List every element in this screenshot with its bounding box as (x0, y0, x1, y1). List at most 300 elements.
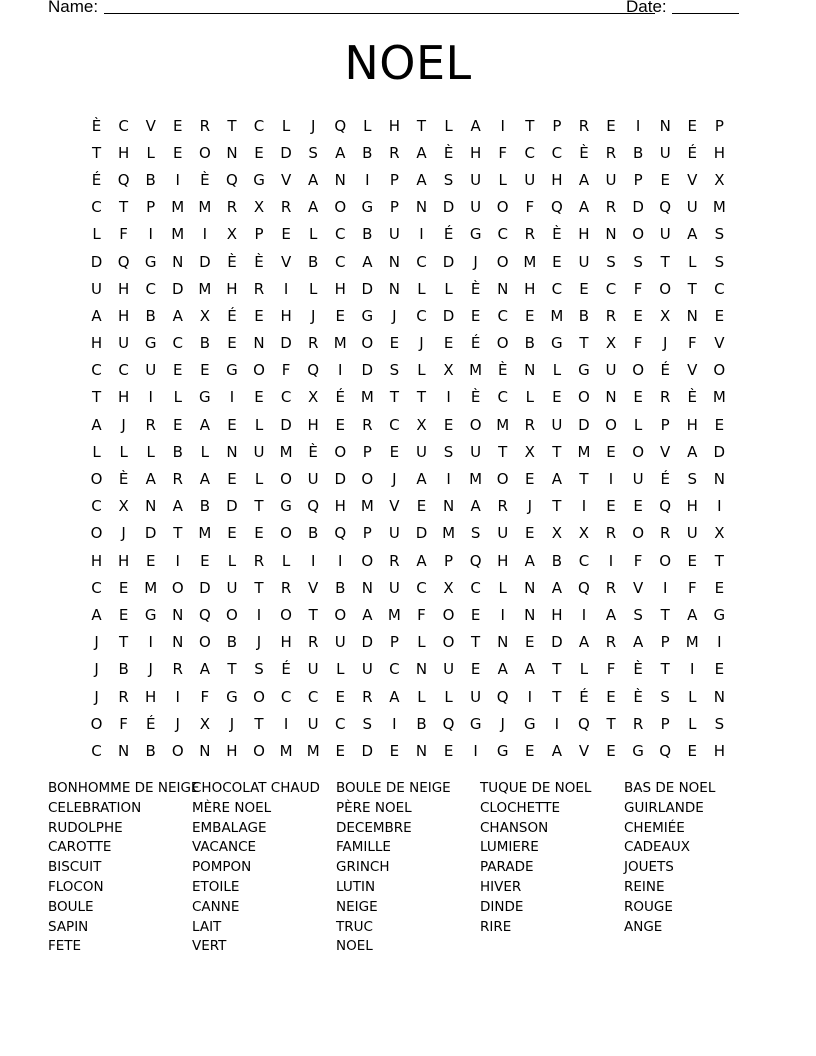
grid-letter[interactable]: L (173, 388, 182, 407)
grid-letter[interactable]: L (92, 442, 101, 461)
grid-letter[interactable]: U (605, 170, 617, 189)
grid-letter[interactable]: R (280, 578, 292, 597)
grid-letter[interactable]: H (334, 279, 346, 298)
grid-letter[interactable]: E (389, 334, 400, 353)
grid-letter[interactable]: T (173, 524, 183, 543)
grid-letter[interactable]: Q (659, 198, 672, 217)
grid-letter[interactable]: N (713, 687, 725, 706)
grid-letter[interactable]: R (605, 143, 617, 162)
grid-letter[interactable]: O (496, 334, 509, 353)
grid-letter[interactable]: X (578, 524, 590, 543)
grid-letter[interactable]: O (253, 741, 265, 760)
grid-letter[interactable]: C (470, 578, 481, 597)
grid-letter[interactable]: C (335, 252, 346, 271)
grid-letter[interactable]: O (578, 388, 590, 407)
grid-letter[interactable]: H (497, 551, 509, 570)
grid-letter[interactable]: R (280, 198, 292, 217)
grid-letter[interactable]: A (308, 198, 319, 217)
grid-letter[interactable]: E (254, 306, 264, 325)
grid-letter[interactable]: I (148, 388, 153, 407)
grid-letter[interactable]: L (633, 415, 643, 434)
grid-letter[interactable]: N (497, 279, 509, 298)
grid-letter[interactable]: Q (334, 524, 347, 543)
grid-letter[interactable]: G (226, 361, 238, 380)
grid-letter[interactable]: H (117, 279, 130, 298)
grid-letter[interactable]: L (363, 116, 372, 135)
grid-letter[interactable]: G (144, 605, 157, 624)
grid-letter[interactable]: A (416, 551, 427, 570)
grid-letter[interactable]: Q (198, 605, 211, 624)
grid-letter[interactable]: C (91, 361, 102, 380)
grid-letter[interactable]: H (145, 687, 157, 706)
grid-letter[interactable]: A (524, 660, 535, 679)
grid-letter[interactable]: E (525, 741, 535, 760)
grid-letter[interactable]: È (552, 225, 562, 244)
grid-letter[interactable]: T (660, 660, 670, 679)
grid-letter[interactable]: D (632, 198, 644, 217)
grid-letter[interactable]: N (659, 116, 671, 135)
grid-letter[interactable]: É (660, 361, 670, 380)
grid-letter[interactable]: C (335, 714, 346, 733)
grid-letter[interactable]: B (145, 741, 156, 760)
grid-letter[interactable]: O (361, 551, 374, 570)
grid-letter[interactable]: T (552, 497, 562, 516)
grid-letter[interactable]: D (442, 306, 455, 325)
grid-letter[interactable]: A (91, 605, 102, 624)
grid-letter[interactable]: T (525, 116, 535, 135)
grid-letter[interactable]: E (470, 660, 481, 679)
grid-letter[interactable]: B (416, 714, 427, 733)
grid-letter[interactable]: L (417, 687, 426, 706)
grid-letter[interactable]: R (389, 551, 400, 570)
grid-letter[interactable]: P (660, 714, 670, 733)
grid-letter[interactable]: I (608, 551, 614, 570)
grid-letter[interactable]: T (389, 388, 399, 407)
grid-letter[interactable]: R (362, 415, 373, 434)
grid-letter[interactable]: N (415, 660, 428, 679)
grid-letter[interactable]: D (199, 578, 211, 597)
grid-letter[interactable]: I (527, 687, 532, 706)
grid-letter[interactable]: È (227, 252, 237, 271)
grid-letter[interactable]: H (280, 306, 292, 325)
grid-letter[interactable]: O (280, 605, 292, 624)
grid-letter[interactable]: N (145, 497, 157, 516)
grid-letter[interactable]: E (335, 415, 345, 434)
grid-letter[interactable]: E (389, 442, 400, 461)
grid-letter[interactable]: D (199, 252, 211, 271)
grid-letter[interactable]: E (227, 415, 237, 434)
grid-letter[interactable]: E (579, 279, 589, 298)
grid-letter[interactable]: D (578, 415, 590, 434)
grid-letter[interactable]: R (172, 660, 183, 679)
grid-letter[interactable]: F (687, 578, 697, 597)
grid-letter[interactable]: É (281, 660, 291, 679)
grid-letter[interactable]: F (687, 334, 697, 353)
grid-letter[interactable]: B (199, 334, 210, 353)
grid-letter[interactable]: U (578, 252, 590, 271)
grid-letter[interactable]: A (470, 116, 481, 135)
grid-letter[interactable]: D (442, 252, 455, 271)
grid-letter[interactable]: È (200, 170, 210, 189)
grid-letter[interactable]: G (361, 306, 374, 325)
grid-letter[interactable]: C (416, 578, 427, 597)
grid-letter[interactable]: R (605, 306, 617, 325)
grid-letter[interactable]: T (227, 660, 237, 679)
grid-letter[interactable]: U (470, 170, 482, 189)
grid-letter[interactable]: C (551, 143, 563, 162)
grid-letter[interactable]: L (92, 225, 101, 244)
grid-letter[interactable]: E (227, 524, 237, 543)
grid-letter[interactable]: R (659, 388, 671, 407)
grid-letter[interactable]: D (144, 524, 157, 543)
grid-letter[interactable]: L (552, 361, 562, 380)
grid-letter[interactable]: L (281, 116, 291, 135)
grid-letter[interactable]: E (173, 143, 183, 162)
grid-letter[interactable]: R (199, 116, 211, 135)
grid-letter[interactable]: T (687, 279, 697, 298)
grid-letter[interactable]: A (389, 687, 400, 706)
grid-letter[interactable]: E (254, 524, 264, 543)
grid-letter[interactable]: O (469, 415, 482, 434)
grid-letter[interactable]: N (361, 578, 373, 597)
grid-letter[interactable]: T (416, 116, 427, 135)
grid-letter[interactable]: L (146, 143, 155, 162)
grid-letter[interactable]: N (388, 252, 401, 271)
grid-letter[interactable]: A (551, 470, 562, 489)
grid-letter[interactable]: G (551, 334, 563, 353)
grid-letter[interactable]: U (307, 714, 319, 733)
grid-letter[interactable]: J (148, 660, 153, 679)
grid-letter[interactable]: L (417, 361, 426, 380)
grid-letter[interactable]: P (444, 551, 454, 570)
grid-letter[interactable]: L (688, 714, 697, 733)
grid-letter[interactable]: V (389, 497, 400, 516)
grid-letter[interactable]: U (551, 415, 563, 434)
grid-letter[interactable]: F (525, 198, 535, 217)
grid-letter[interactable]: R (578, 116, 590, 135)
grid-letter[interactable]: A (91, 306, 102, 325)
grid-letter[interactable]: D (171, 279, 184, 298)
grid-letter[interactable]: Q (334, 116, 347, 135)
grid-letter[interactable]: R (118, 687, 129, 706)
grid-letter[interactable]: N (172, 633, 184, 652)
grid-letter[interactable]: O (171, 741, 184, 760)
grid-letter[interactable]: V (714, 334, 725, 353)
grid-letter[interactable]: Q (659, 497, 672, 516)
grid-letter[interactable]: I (581, 497, 587, 516)
grid-letter[interactable]: L (688, 687, 697, 706)
grid-letter[interactable]: R (605, 578, 617, 597)
grid-letter[interactable]: L (498, 578, 507, 597)
grid-letter[interactable]: N (226, 442, 238, 461)
grid-letter[interactable]: H (551, 605, 563, 624)
grid-letter[interactable]: T (552, 442, 562, 461)
grid-letter[interactable]: P (389, 633, 399, 652)
grid-letter[interactable]: E (525, 306, 535, 325)
grid-letter[interactable]: E (227, 334, 237, 353)
grid-letter[interactable]: C (172, 334, 184, 353)
grid-letter[interactable]: P (146, 198, 156, 217)
grid-letter[interactable]: P (714, 116, 724, 135)
grid-letter[interactable]: G (469, 714, 482, 733)
grid-letter[interactable]: U (632, 470, 644, 489)
grid-letter[interactable]: M (469, 361, 483, 380)
name-input-line[interactable] (104, 13, 655, 14)
grid-letter[interactable]: X (660, 306, 671, 325)
grid-letter[interactable]: B (335, 578, 346, 597)
grid-letter[interactable]: H (713, 143, 725, 162)
grid-letter[interactable]: J (94, 687, 99, 706)
grid-letter[interactable]: U (307, 470, 319, 489)
grid-letter[interactable]: O (361, 470, 374, 489)
grid-letter[interactable]: I (635, 116, 641, 135)
grid-letter[interactable]: I (256, 605, 262, 624)
grid-letter[interactable]: E (606, 497, 616, 516)
grid-letter[interactable]: H (226, 741, 238, 760)
grid-letter[interactable]: C (389, 415, 400, 434)
grid-letter[interactable]: C (524, 143, 536, 162)
grid-letter[interactable]: L (444, 279, 453, 298)
grid-letter[interactable]: C (307, 687, 319, 706)
grid-letter[interactable]: I (392, 714, 397, 733)
grid-letter[interactable]: T (660, 252, 670, 271)
grid-letter[interactable]: C (605, 279, 617, 298)
grid-letter[interactable]: R (497, 497, 508, 516)
grid-letter[interactable]: B (308, 524, 319, 543)
grid-letter[interactable]: È (470, 388, 481, 407)
grid-letter[interactable]: N (172, 605, 184, 624)
grid-letter[interactable]: Q (578, 578, 590, 597)
grid-letter[interactable]: C (416, 306, 427, 325)
grid-letter[interactable]: R (605, 198, 617, 217)
grid-letter[interactable]: R (362, 687, 373, 706)
grid-letter[interactable]: L (525, 388, 534, 407)
grid-letter[interactable]: U (686, 198, 698, 217)
grid-letter[interactable]: U (443, 660, 455, 679)
grid-letter[interactable]: V (578, 741, 590, 760)
grid-letter[interactable]: N (686, 306, 698, 325)
grid-letter[interactable]: S (362, 714, 373, 733)
grid-letter[interactable]: U (497, 524, 509, 543)
grid-letter[interactable]: L (417, 633, 426, 652)
grid-letter[interactable]: C (335, 225, 346, 244)
grid-letter[interactable]: X (199, 306, 210, 325)
grid-letter[interactable]: F (606, 660, 616, 679)
grid-letter[interactable]: N (118, 741, 130, 760)
grid-letter[interactable]: O (226, 605, 238, 624)
grid-letter[interactable]: U (226, 578, 238, 597)
grid-letter[interactable]: L (444, 687, 453, 706)
grid-letter[interactable]: V (687, 361, 698, 380)
grid-letter[interactable]: R (659, 524, 671, 543)
grid-letter[interactable]: É (91, 170, 102, 189)
grid-letter[interactable]: È (443, 143, 454, 162)
grid-letter[interactable]: Q (442, 714, 455, 733)
grid-letter[interactable]: T (471, 633, 481, 652)
grid-letter[interactable]: X (714, 524, 725, 543)
grid-letter[interactable]: O (496, 470, 509, 489)
grid-letter[interactable]: Q (469, 551, 482, 570)
grid-letter[interactable]: M (712, 198, 726, 217)
grid-letter[interactable]: O (659, 279, 672, 298)
grid-letter[interactable]: O (442, 605, 455, 624)
grid-letter[interactable]: C (389, 660, 400, 679)
grid-letter[interactable]: A (578, 633, 590, 652)
grid-letter[interactable]: J (94, 633, 99, 652)
grid-letter[interactable]: S (714, 225, 725, 244)
grid-letter[interactable]: R (524, 415, 535, 434)
grid-letter[interactable]: R (605, 633, 617, 652)
grid-letter[interactable]: L (254, 470, 264, 489)
grid-letter[interactable]: F (200, 687, 210, 706)
grid-letter[interactable]: E (335, 741, 345, 760)
grid-letter[interactable]: O (171, 578, 184, 597)
grid-letter[interactable]: È (118, 470, 129, 489)
grid-letter[interactable]: R (524, 225, 535, 244)
grid-letter[interactable]: O (632, 361, 644, 380)
grid-letter[interactable]: X (551, 524, 562, 543)
grid-letter[interactable]: V (280, 252, 292, 271)
grid-letter[interactable]: M (496, 415, 510, 434)
grid-letter[interactable]: U (470, 687, 482, 706)
grid-letter[interactable]: G (632, 741, 644, 760)
grid-letter[interactable]: O (334, 442, 347, 461)
grid-letter[interactable]: P (362, 442, 372, 461)
grid-letter[interactable]: J (527, 497, 532, 516)
grid-letter[interactable]: A (416, 143, 427, 162)
grid-letter[interactable]: E (254, 143, 264, 162)
grid-letter[interactable]: I (148, 633, 153, 652)
grid-letter[interactable]: S (470, 524, 481, 543)
grid-letter[interactable]: H (713, 741, 725, 760)
grid-letter[interactable]: E (173, 415, 183, 434)
grid-letter[interactable]: X (253, 198, 265, 217)
grid-letter[interactable]: B (172, 442, 183, 461)
grid-letter[interactable]: I (175, 687, 180, 706)
grid-letter[interactable]: E (389, 741, 400, 760)
grid-letter[interactable]: É (579, 687, 589, 706)
grid-letter[interactable]: C (91, 497, 102, 516)
grid-letter[interactable]: A (578, 170, 590, 189)
grid-letter[interactable]: E (633, 497, 643, 516)
grid-letter[interactable]: É (227, 306, 237, 325)
grid-letter[interactable]: N (415, 741, 428, 760)
grid-letter[interactable]: D (90, 252, 103, 271)
grid-letter[interactable]: E (606, 741, 616, 760)
grid-letter[interactable]: È (579, 143, 589, 162)
grid-letter[interactable]: A (416, 470, 427, 489)
grid-letter[interactable]: O (632, 225, 644, 244)
grid-letter[interactable]: G (144, 252, 157, 271)
grid-letter[interactable]: R (632, 714, 644, 733)
grid-letter[interactable]: G (361, 198, 374, 217)
grid-letter[interactable]: B (199, 497, 210, 516)
grid-letter[interactable]: B (551, 551, 563, 570)
grid-letter[interactable]: J (121, 524, 126, 543)
grid-letter[interactable]: L (146, 442, 155, 461)
grid-letter[interactable]: J (473, 252, 478, 271)
grid-letter[interactable]: X (524, 442, 535, 461)
grid-letter[interactable]: L (227, 551, 237, 570)
grid-letter[interactable]: N (524, 361, 536, 380)
grid-letter[interactable]: P (660, 415, 670, 434)
grid-letter[interactable]: X (605, 334, 617, 353)
grid-letter[interactable]: M (279, 741, 293, 760)
grid-letter[interactable]: O (90, 524, 103, 543)
grid-letter[interactable]: X (118, 497, 129, 516)
grid-letter[interactable]: U (91, 279, 103, 298)
grid-letter[interactable]: I (175, 170, 180, 189)
grid-letter[interactable]: E (714, 415, 725, 434)
grid-letter[interactable]: È (91, 116, 102, 135)
grid-letter[interactable]: E (443, 334, 454, 353)
grid-letter[interactable]: I (554, 714, 560, 733)
grid-letter[interactable]: Q (550, 198, 563, 217)
grid-letter[interactable]: I (473, 741, 478, 760)
grid-letter[interactable]: A (524, 551, 535, 570)
grid-letter[interactable]: I (690, 660, 695, 679)
grid-letter[interactable]: È (687, 388, 697, 407)
grid-letter[interactable]: M (387, 605, 401, 624)
grid-letter[interactable]: H (686, 497, 698, 516)
grid-letter[interactable]: O (605, 415, 617, 434)
grid-letter[interactable]: P (633, 170, 643, 189)
grid-letter[interactable]: E (443, 741, 454, 760)
grid-letter[interactable]: I (283, 279, 289, 298)
grid-letter[interactable]: C (91, 578, 102, 597)
grid-letter[interactable]: I (581, 605, 587, 624)
grid-letter[interactable]: M (171, 225, 185, 244)
grid-letter[interactable]: U (388, 524, 400, 543)
grid-letter[interactable]: X (443, 578, 454, 597)
grid-letter[interactable]: V (632, 578, 644, 597)
grid-letter[interactable]: H (280, 633, 292, 652)
grid-letter[interactable]: M (198, 524, 212, 543)
grid-letter[interactable]: E (443, 415, 454, 434)
grid-letter[interactable]: O (253, 361, 265, 380)
grid-letter[interactable]: O (253, 687, 265, 706)
grid-letter[interactable]: A (605, 605, 617, 624)
grid-letter[interactable]: B (362, 225, 373, 244)
grid-letter[interactable]: B (632, 143, 644, 162)
grid-letter[interactable]: B (524, 334, 535, 353)
grid-letter[interactable]: S (714, 714, 725, 733)
grid-letter[interactable]: C (578, 551, 590, 570)
grid-letter[interactable]: H (117, 388, 130, 407)
grid-letter[interactable]: G (226, 687, 238, 706)
grid-letter[interactable]: E (470, 306, 481, 325)
grid-letter[interactable]: T (119, 633, 129, 652)
grid-letter[interactable]: F (281, 361, 291, 380)
grid-letter[interactable]: T (308, 605, 318, 624)
grid-letter[interactable]: E (525, 470, 535, 489)
grid-letter[interactable]: T (119, 198, 129, 217)
grid-letter[interactable]: V (687, 170, 698, 189)
grid-letter[interactable]: E (687, 116, 697, 135)
grid-letter[interactable]: X (226, 225, 238, 244)
grid-letter[interactable]: A (362, 605, 373, 624)
grid-letter[interactable]: D (334, 470, 347, 489)
grid-letter[interactable]: É (470, 334, 481, 353)
grid-letter[interactable]: A (91, 415, 102, 434)
grid-letter[interactable]: X (443, 361, 454, 380)
grid-letter[interactable]: U (334, 633, 346, 652)
grid-letter[interactable]: O (659, 551, 672, 570)
grid-letter[interactable]: G (253, 170, 265, 189)
grid-letter[interactable]: L (579, 660, 589, 679)
grid-letter[interactable]: I (717, 633, 722, 652)
grid-letter[interactable]: T (714, 551, 724, 570)
